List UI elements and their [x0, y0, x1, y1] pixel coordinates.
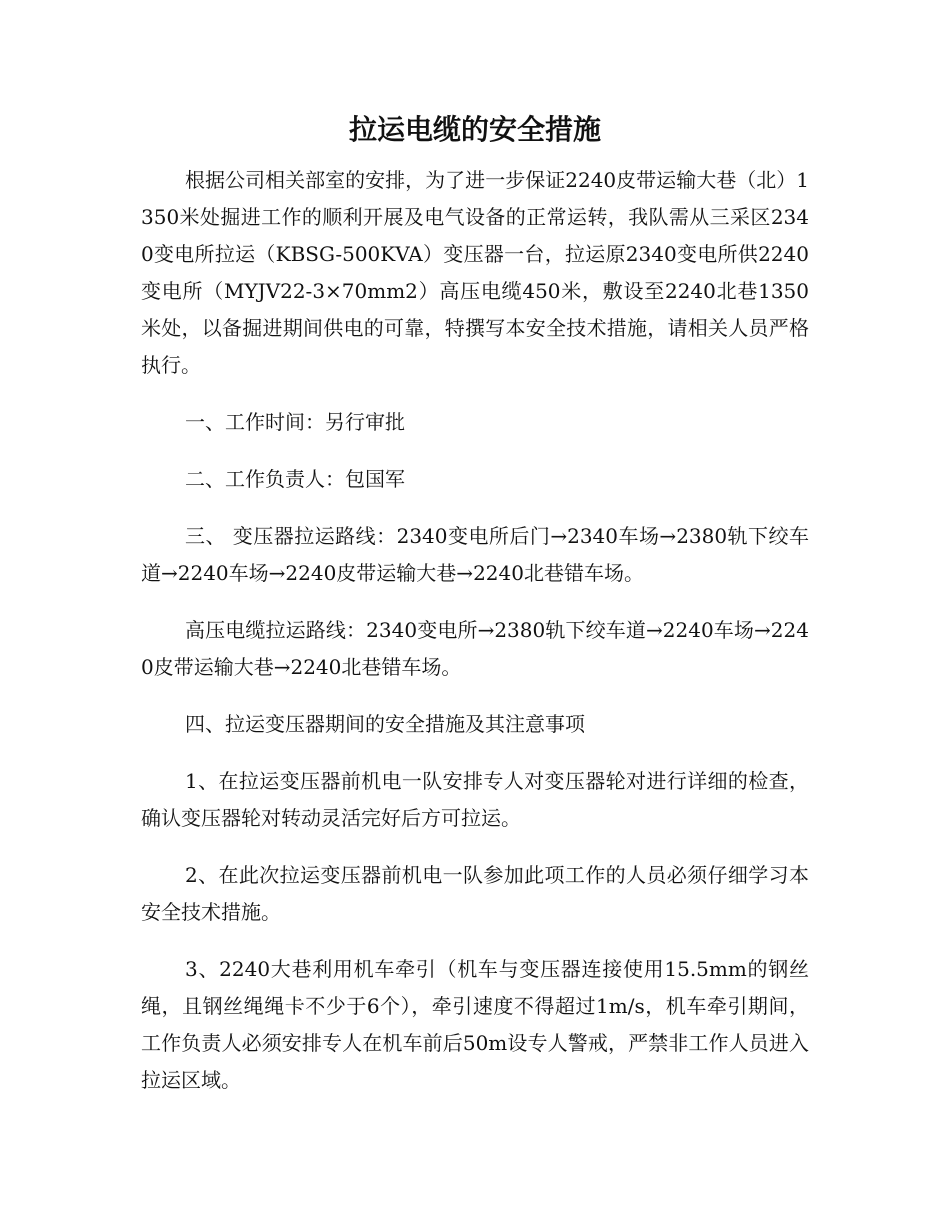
work-leader-paragraph: 二、工作负责人：包国军 — [185, 467, 405, 491]
safety-item-3: 3、2240大巷利用机车牵引（机车与变压器连接使用15.5mm的钢丝绳，且钢丝绳绳卡不少于6个），牵引速度不得超过1m/s，机车牵引期间，工作负责人必须安排专人在机车前后50m设专人警戒，严禁非工作人员进入拉运区域。 — [141, 957, 809, 1092]
safety-item-2: 2、在此次拉运变压器前机电一队参加此项工作的人员必须仔细学习本安全技术措施。 — [141, 863, 809, 924]
safety-section-heading: 四、拉运变压器期间的安全措施及其注意事项 — [185, 712, 585, 736]
safety-item-1: 1、在拉运变压器前机电一队安排专人对变压器轮对进行详细的检查，确认变压器轮对转动灵活完好后方可拉运。 — [141, 769, 809, 830]
work-time-paragraph: 一、工作时间：另行审批 — [185, 410, 405, 434]
document-title: 拉运电缆的安全措施 — [348, 113, 601, 146]
transformer-route-paragraph: 三、 变压器拉运路线：2340变电所后门→2340车场→2380轨下绞车道→2240车场→2240皮带运输大巷→2240北巷错车场。 — [141, 524, 809, 585]
cable-route-paragraph: 高压电缆拉运路线：2340变电所→2380轨下绞车道→2240车场→2240皮带运输大巷→2240北巷错车场。 — [141, 618, 809, 679]
document-body — [141, 162, 809, 1119]
intro-paragraph: 根据公司相关部室的安排，为了进一步保证2240皮带运输大巷（北）1350米处掘进工作的顺利开展及电气设备的正常运转，我队需从三采区2340变电所拉运（KBSG-500KVA）变压器一台，拉运原2340变电所供2240变电所（MYJV22-3×70mm2）高压电缆450米，敷设至2240北巷1350米处，以备掘进期间供电的可靠，特撰写本安全技术措施，请相关人员严格执行。 — [141, 168, 809, 377]
